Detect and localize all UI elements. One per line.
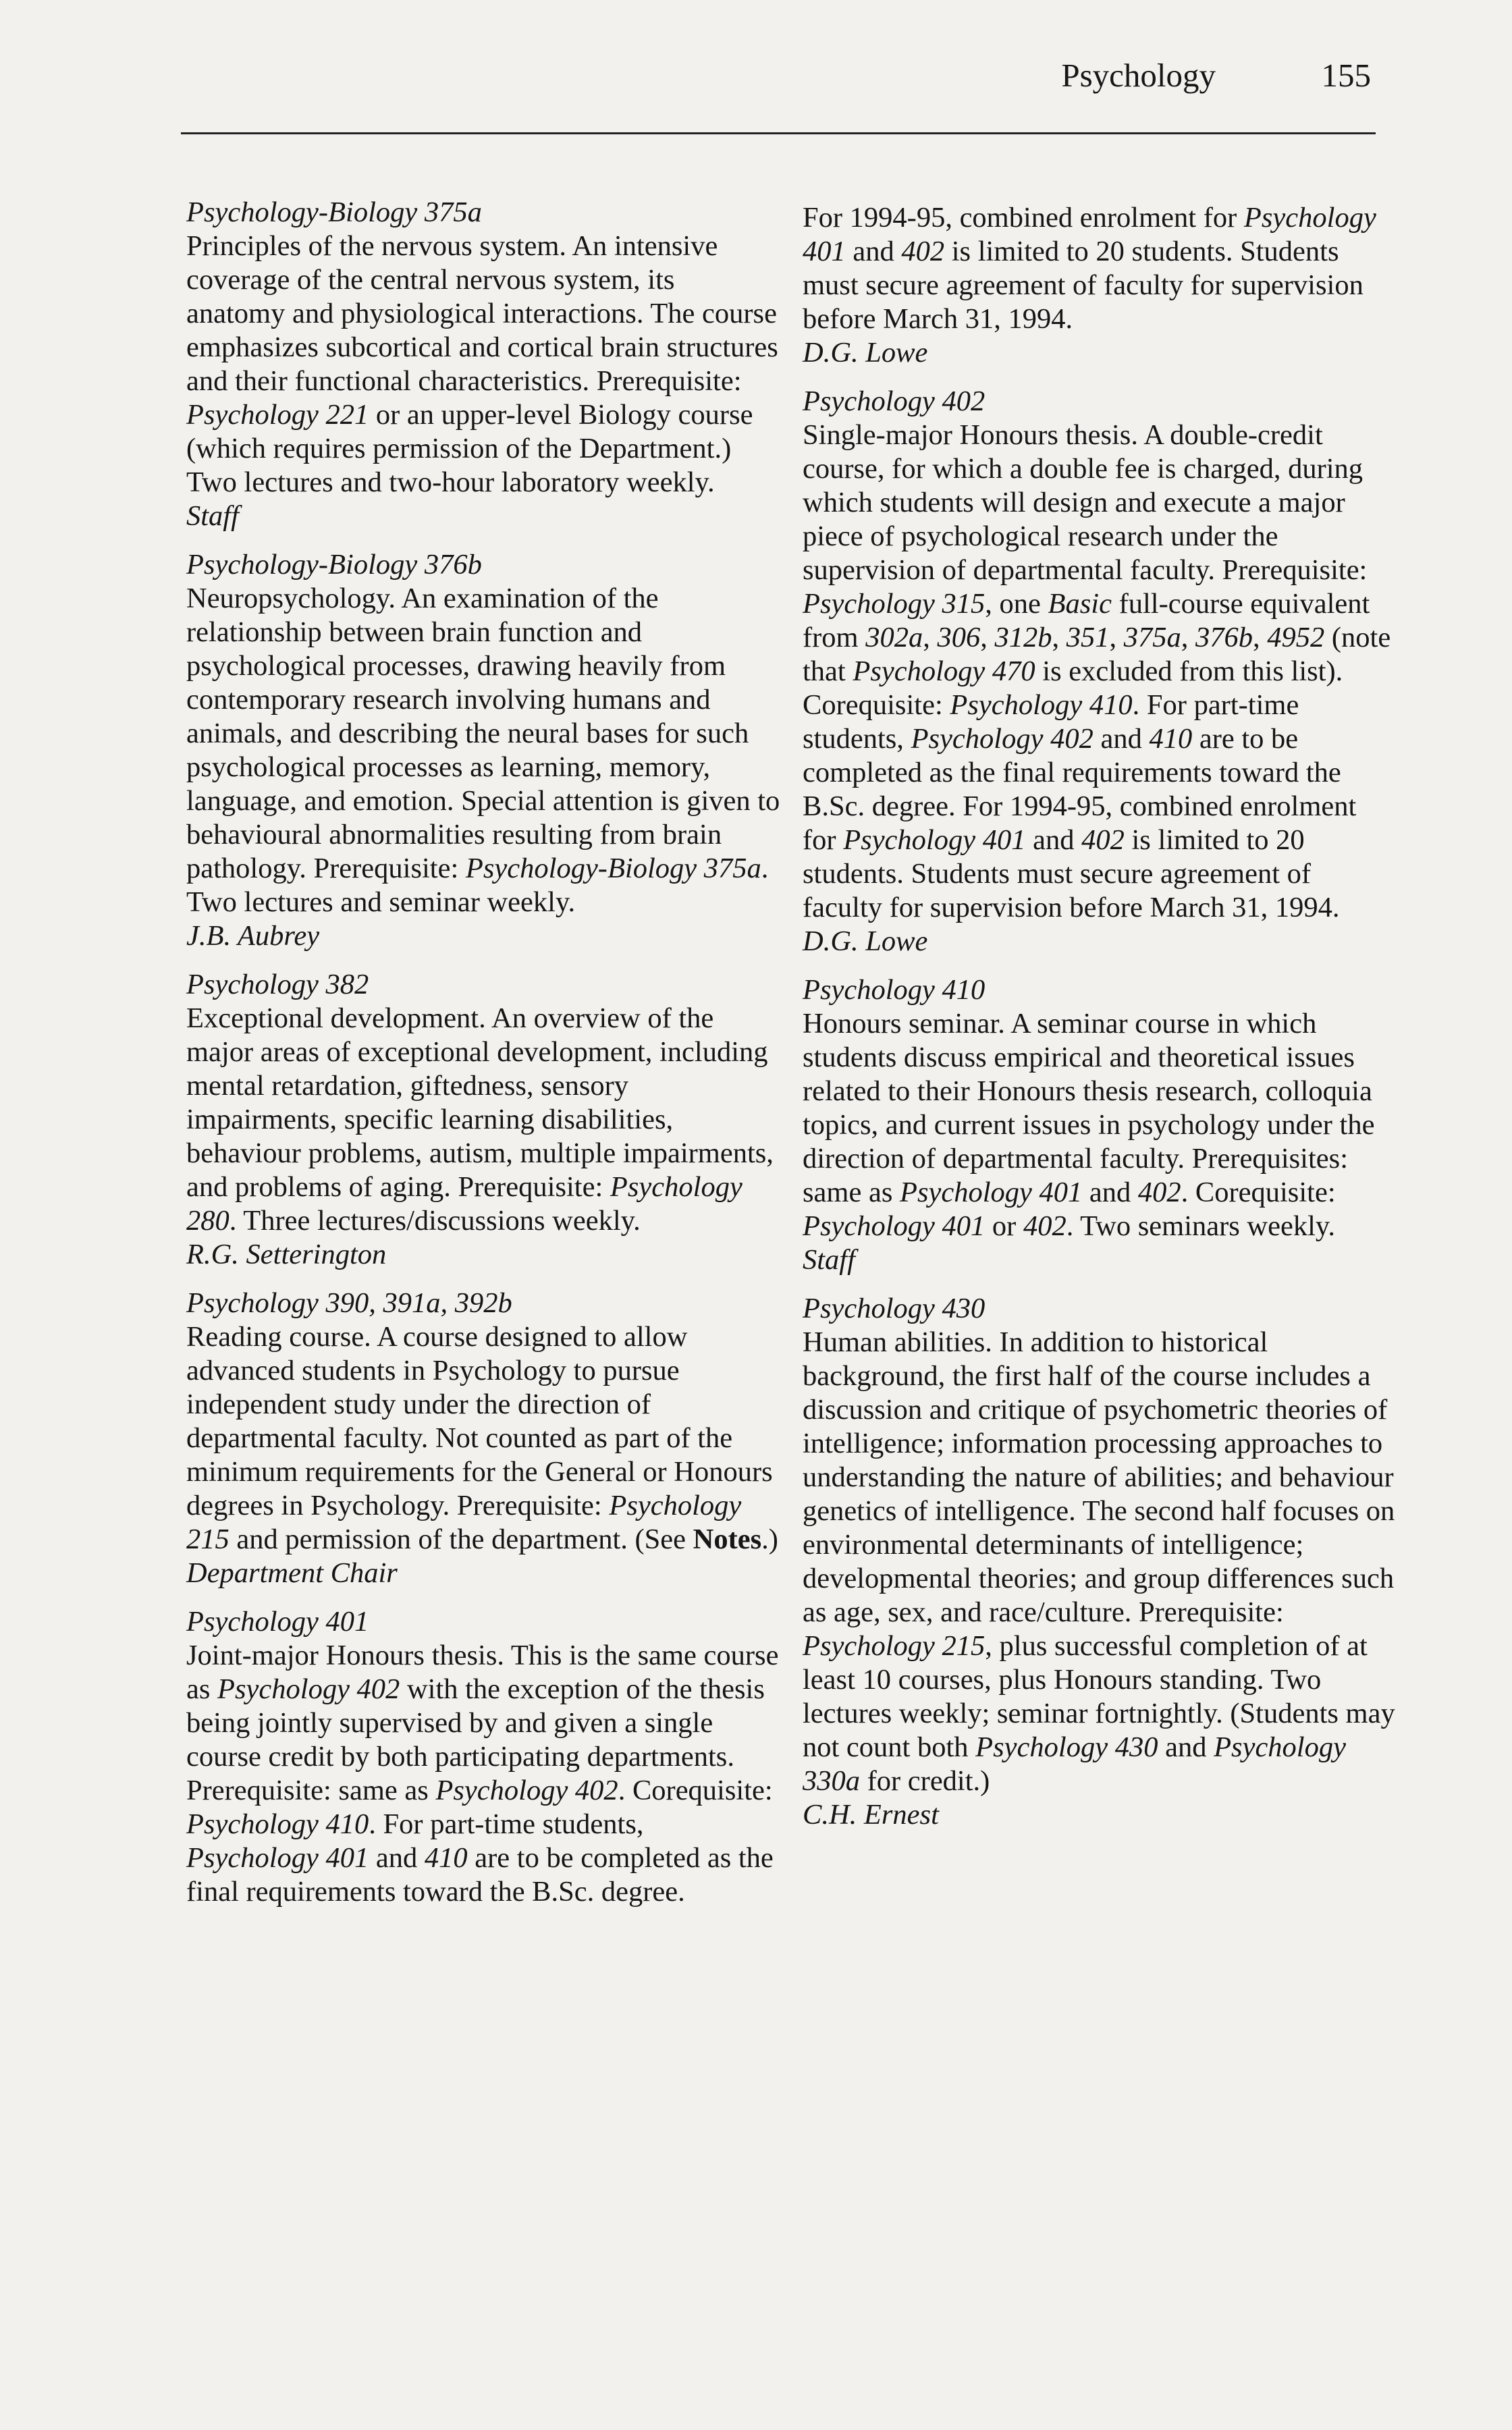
course-description: Honours seminar. A seminar course in which students discuss empirical and theoretical issues related to their Honours thesis research, colloquia topics, and current issues in psychology under the direction of departmental faculty. Prerequisites: same as Psychology 401 and 402. Corequisite: Psychology 401 or 402. Two seminars weekly. xyxy=(803,1008,1375,1242)
course-title: Psychology-Biology 376b xyxy=(186,549,482,580)
course-entry xyxy=(186,196,780,533)
course-instructor: Department Chair xyxy=(186,1557,398,1589)
course-title: Psychology 410 xyxy=(803,974,986,1006)
course-title: Psychology 430 xyxy=(803,1293,986,1324)
section-title: Psychology xyxy=(1061,57,1216,94)
course-entry xyxy=(803,1292,1397,1832)
right-column xyxy=(803,201,1397,1847)
course-instructor: Staff xyxy=(803,1244,855,1276)
course-entry xyxy=(186,1605,780,1909)
course-entry-continued xyxy=(803,201,1397,370)
page-number: 155 xyxy=(1321,57,1371,94)
course-instructor: C.H. Ernest xyxy=(803,1799,939,1831)
header-rule xyxy=(181,132,1376,134)
course-entry xyxy=(186,1287,780,1590)
course-description: Reading course. A course designed to allow advanced students in Psychology to pursue independent study under the direction of departmental faculty. Not counted as part of the minimum requirements for the General or Honours degrees in Psychology. Prerequisite: Psychology 215 and permission of the department. (See Notes.) xyxy=(186,1321,778,1555)
course-description: Joint-major Honours thesis. This is the same course as Psychology 402 with the exception of the thesis being jointly supervised by and given a single course credit by both participating departments. Prerequisite: same as Psychology 402. Corequisite: Psychology 410. For part-time students, Psychology 401 and 410 are to be completed as the final requirements toward the B.Sc. degree. xyxy=(186,1640,779,1908)
course-description: Principles of the nervous system. An intensive coverage of the central nervous system, its anatomy and physiological interactions. The course emphasizes subcortical and cortical brain structures and their functional characteristics. Prerequisite: Psychology 221 or an upper-level Biology course (which requires permission of the Department.) Two lectures and two-hour laboratory weekly. xyxy=(186,230,778,498)
course-instructor: J.B. Aubrey xyxy=(186,920,320,952)
course-instructor: Staff xyxy=(186,500,239,532)
course-entry xyxy=(186,968,780,1272)
course-instructor: D.G. Lowe xyxy=(803,337,928,369)
course-entry xyxy=(803,973,1397,1277)
course-entry xyxy=(186,548,780,953)
course-instructor: D.G. Lowe xyxy=(803,925,928,957)
course-description: Exceptional development. An overview of the major areas of exceptional development, including mental retardation, giftedness, sensory impairments, specific learning disabilities, behaviour problems, autism, multiple impairments, and problems of aging. Prerequisite: Psychology 280. Three lectures/discussions weekly. xyxy=(186,1002,774,1237)
left-column xyxy=(186,196,780,1924)
course-title: Psychology 401 xyxy=(186,1606,369,1638)
course-instructor: R.G. Setterington xyxy=(186,1239,387,1270)
course-description: For 1994-95, combined enrolment for Psychology 401 and 402 is limited to 20 students. Students must secure agreement of faculty for supervision before March 31, 1994. xyxy=(803,202,1376,335)
course-description: Neuropsychology. An examination of the relationship between brain function and psychological processes, drawing heavily from contemporary research involving humans and animals, and describing the neural bases for such psychological processes as learning, memory, language, and emotion. Special attention is given to behavioural abnormalities resulting from brain pathology. Prerequisite: Psychology-Biology 375a. Two lectures and seminar weekly. xyxy=(186,583,780,918)
course-title: Psychology 402 xyxy=(803,385,986,417)
course-title: Psychology-Biology 375a xyxy=(186,196,482,228)
course-description: Single-major Honours thesis. A double-credit course, for which a double fee is charged, during which students will design and execute a major piece of psychological research under the supervision of departmental faculty. Prerequisite: Psychology 315, one Basic full-course equivalent from 302a, 306, 312b, 351, 375a, 376b, 4952 (note that Psychology 470 is excluded from this list). Corequisite: Psychology 410. For part-time students, Psychology 402 and 410 are to be completed as the final requirements toward the B.Sc. degree. For 1994-95, combined enrolment for Psychology 401 and 402 is limited to 20 students. Students must secure agreement of faculty for supervision before March 31, 1994. xyxy=(803,419,1391,923)
course-title: Psychology 390, 391a, 392b xyxy=(186,1287,512,1319)
course-title: Psychology 382 xyxy=(186,969,369,1000)
course-entry xyxy=(803,385,1397,959)
course-description: Human abilities. In addition to historical background, the first half of the course includes a discussion and critique of psychometric theories of intelligence; information processing approaches to understanding the nature of abilities; and behaviour genetics of intelligence. The second half focuses on environmental determinants of intelligence; developmental theories; and group differences such as age, sex, and race/culture. Prerequisite: Psychology 215, plus successful completion of at least 10 courses, plus Honours standing. Two lectures weekly; seminar fortnightly. (Students may not count both Psychology 430 and Psychology 330a for credit.) xyxy=(803,1326,1395,1797)
running-header xyxy=(182,53,1374,99)
